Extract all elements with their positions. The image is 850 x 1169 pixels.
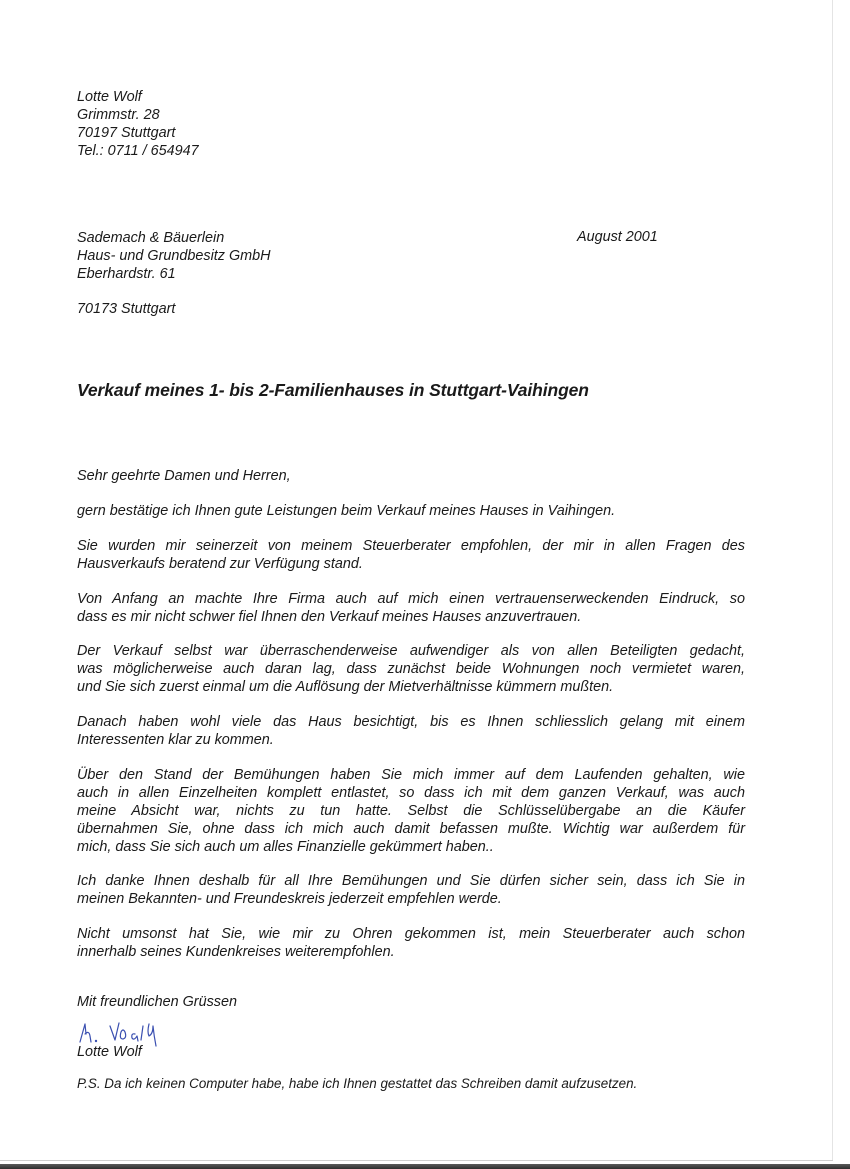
paragraph-line: meinen Bekannten- und Freundeskreis jederzeit empfehlen werde. xyxy=(77,891,502,907)
paragraph-line: Über den Stand der Bemühungen haben Sie mich immer auf dem Laufenden gehalten, wie xyxy=(77,767,745,783)
paragraph-line: meine Absicht war, nichts zu tun hatte. Selbst die Schlüsselübergabe an die Käufer xyxy=(77,803,745,819)
paragraph-line: was möglicherweise auch daran lag, dass zunächst beide Wohnungen noch vermietet waren, xyxy=(77,661,745,677)
postscript: P.S. Da ich keinen Computer habe, habe ich Ihnen gestattet das Schreiben damit aufzusetzen. xyxy=(77,1076,638,1091)
body-paragraph-3 xyxy=(77,590,745,626)
signer-name: Lotte Wolf xyxy=(77,1044,142,1060)
paragraph-line: Danach haben wohl viele das Haus besichtigt, bis es Ihnen schliesslich gelang mit einem xyxy=(77,714,745,730)
recipient-city: 70173 Stuttgart xyxy=(77,301,176,317)
paragraph-line: Ich danke Ihnen deshalb für all Ihre Bemühungen und Sie dürfen sicher sein, dass ich Sie in xyxy=(77,873,745,889)
salutation: Sehr geehrte Damen und Herren, xyxy=(77,468,291,484)
body-paragraph-5 xyxy=(77,713,745,749)
paragraph-line: gern bestätige ich Ihnen gute Leistungen beim Verkauf meines Hauses in Vaihingen. xyxy=(77,503,616,519)
page-edge-bottom xyxy=(0,1160,833,1161)
sender-name: Lotte Wolf xyxy=(77,89,142,105)
recipient-company: Sademach & Bäuerlein xyxy=(77,230,225,246)
body-paragraph-1 xyxy=(77,502,745,520)
paragraph-line: Von Anfang an machte Ihre Firma auch auf mich einen vertrauenserweckenden Eindruck, so xyxy=(77,591,745,607)
body-paragraph-6 xyxy=(77,766,745,856)
letter-subject: Verkauf meines 1- bis 2-Familienhauses in Stuttgart-Vaihingen xyxy=(77,380,589,400)
paragraph-line: Interessenten klar zu kommen. xyxy=(77,732,274,748)
paragraph-line: auch in allen Einzelheiten komplett entlastet, so dass ich mit dem ganzen Verkauf, was auch xyxy=(77,785,745,801)
paragraph-line: und Sie sich zuerst einmal um die Auflösung der Mietverhältnisse kümmern mußten. xyxy=(77,679,614,695)
paragraph-line: Nicht umsonst hat Sie, wie mir zu Ohren gekommen ist, mein Steuerberater auch schon xyxy=(77,926,745,942)
paragraph-line: dass es mir nicht schwer fiel Ihnen den Verkauf meines Hauses anzuvertrauen. xyxy=(77,609,582,625)
recipient-company-type: Haus- und Grundbesitz GmbH xyxy=(77,248,271,264)
paragraph-line: innerhalb seines Kundenkreises weiterempfohlen. xyxy=(77,944,395,960)
paragraph-line: übernahmen Sie, ohne dass ich mich auch damit befassen mußte. Wichtig war außerdem für xyxy=(77,821,745,837)
closing: Mit freundlichen Grüssen xyxy=(77,994,237,1010)
body-paragraph-2 xyxy=(77,537,745,573)
page-edge-right xyxy=(832,0,833,1160)
letter-date: August 2001 xyxy=(577,229,658,245)
body-paragraph-8 xyxy=(77,925,745,961)
body-paragraph-7 xyxy=(77,872,745,908)
scanner-border xyxy=(0,1164,850,1169)
paragraph-line: mich, dass Sie sich auch um alles Finanzielle gekümmert haben.. xyxy=(77,839,494,855)
body-paragraph-4 xyxy=(77,642,745,696)
sender-phone: Tel.: 0711 / 654947 xyxy=(77,143,199,159)
paragraph-line: Hausverkaufs beratend zur Verfügung stand. xyxy=(77,556,363,572)
paragraph-line: Sie wurden mir seinerzeit von meinem Steuerberater empfohlen, der mir in allen Fragen des xyxy=(77,538,745,554)
recipient-street: Eberhardstr. 61 xyxy=(77,266,176,282)
paragraph-line: Der Verkauf selbst war überraschenderweise aufwendiger als von allen Beteiligten gedacht, xyxy=(77,643,745,659)
sender-street: Grimmstr. 28 xyxy=(77,107,160,123)
sender-city: 70197 Stuttgart xyxy=(77,125,176,141)
